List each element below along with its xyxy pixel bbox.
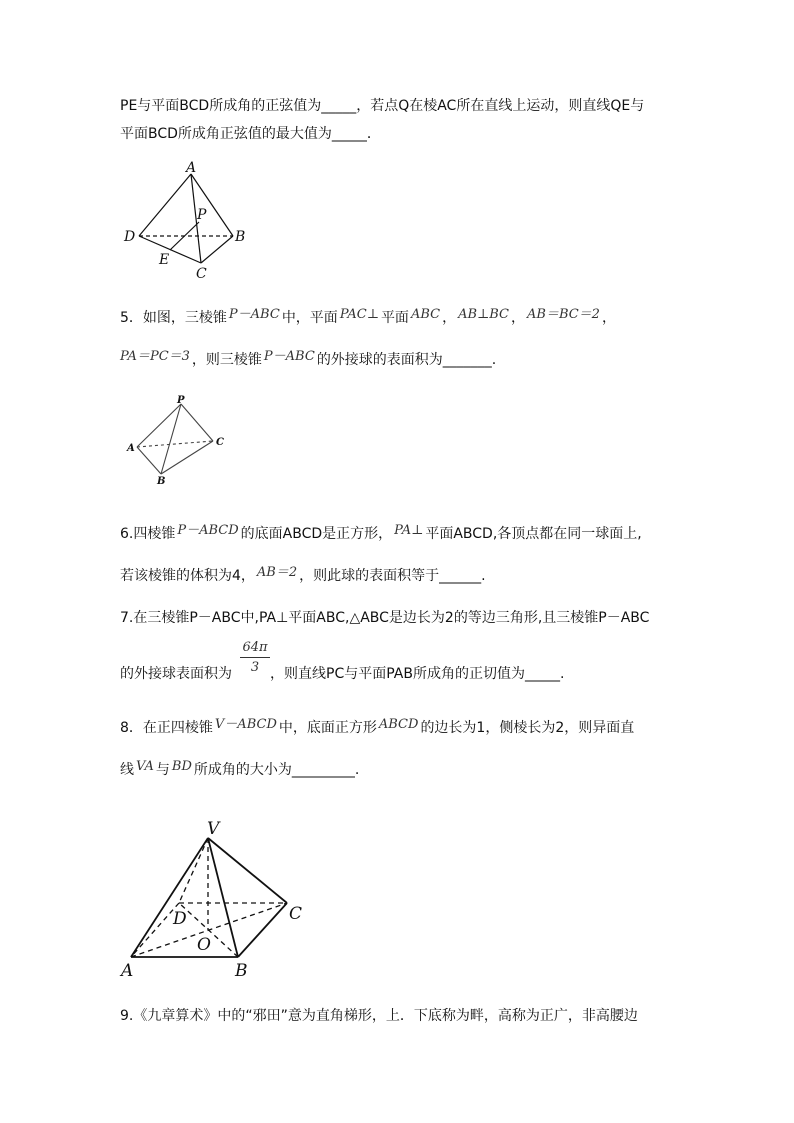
q8-math-1: V－ABCD <box>214 717 277 732</box>
label-P: P <box>177 395 185 406</box>
edge-VC <box>208 838 287 903</box>
q6-text-line1: 6.四棱锥 P－ABCD 的底面ABCD是正方形， PA⊥ 平面ABCD,各顶点都在同一球面上, <box>120 523 642 542</box>
q9-text-line1: 9.《九章算术》中的“邪田”意为直角梯形，上．下底称为畔，高称为正广，非高腰边 <box>120 1008 638 1024</box>
q4-text-line1: PE与平面BCD所成角的正弦值为_____，若点Q在棱AC所在直线上运动，则直线QE与 <box>120 98 645 114</box>
q6-text-line2: 若该棱锥的体积为4， AB＝2 ，则此球的表面积等于______. <box>120 565 486 584</box>
label-A: A <box>127 443 135 454</box>
label-D: D <box>173 909 187 929</box>
label-P: P <box>197 207 207 223</box>
label-A: A <box>186 160 197 176</box>
q8-text-line1: 8．在正四棱锥 V－ABCD 中，底面正方形 ABCD 的边长为1，侧棱长为2，则异面直 <box>120 717 635 736</box>
q6-math-2: PA⊥ <box>394 523 424 538</box>
q5-math-6: PA＝PC＝3 <box>120 349 190 364</box>
edge-VB <box>208 838 238 957</box>
q8-text-line2: 线 VA 与 BD 所成角的大小为_________. <box>120 759 360 778</box>
q7-text-line2: 的外接球表面积为 ，则直线PC与平面PAB所成角的正切值为_____. <box>120 666 565 682</box>
q7-fraction-numerator: 64π <box>242 640 268 655</box>
label-D: D <box>124 229 136 245</box>
q8-math-3: VA <box>136 759 154 774</box>
q5-math-3: ABC <box>410 307 441 322</box>
label-B: B <box>235 961 248 981</box>
q5-prefix: 5．如图，三棱锥 <box>120 310 227 326</box>
q7-fraction-denominator: 3 <box>250 660 260 675</box>
label-V: V <box>207 819 220 839</box>
q6-math-3: AB＝2 <box>256 565 298 580</box>
label-A: A <box>121 961 134 981</box>
q5-math-1: P－ABC <box>228 307 280 322</box>
q8-math-2: ABCD <box>378 717 419 732</box>
q5-math-7: P－ABC <box>263 349 315 364</box>
q5-math-5: AB＝BC＝2 <box>527 307 600 322</box>
edge-VD <box>179 838 208 903</box>
q8-math-4: BD <box>171 759 192 774</box>
q4-text-line2: 平面BCD所成角正弦值的最大值为_____． <box>120 126 381 142</box>
label-B: B <box>157 476 166 487</box>
label-C: C <box>196 266 207 282</box>
label-E: E <box>159 252 170 268</box>
q5-text-line1: 5．如图，三棱锥 P－ABC 中，平面 PAC⊥ 平面 ABC ， AB⊥BC ， AB＝BC＝2 ， <box>120 307 616 326</box>
q6-math-1: P－ABCD <box>177 523 239 538</box>
label-O: O <box>197 935 211 955</box>
label-C: C <box>289 904 303 924</box>
q5-math-2: PAC⊥ <box>339 307 379 322</box>
edge-DA <box>131 903 179 957</box>
q5-math-4: AB⊥BC <box>458 307 509 322</box>
q5-text-line2: PA＝PC＝3 ，则三棱锥 P－ABC 的外接球的表面积为_______. <box>120 349 497 368</box>
label-C: C <box>216 437 224 448</box>
q7-text-line1: 7.在三棱锥P－ABC中,PA⊥平面ABC,△ABC是边长为2的等边三角形,且三棱锥P－ABC <box>120 610 650 626</box>
label-B: B <box>235 229 246 245</box>
